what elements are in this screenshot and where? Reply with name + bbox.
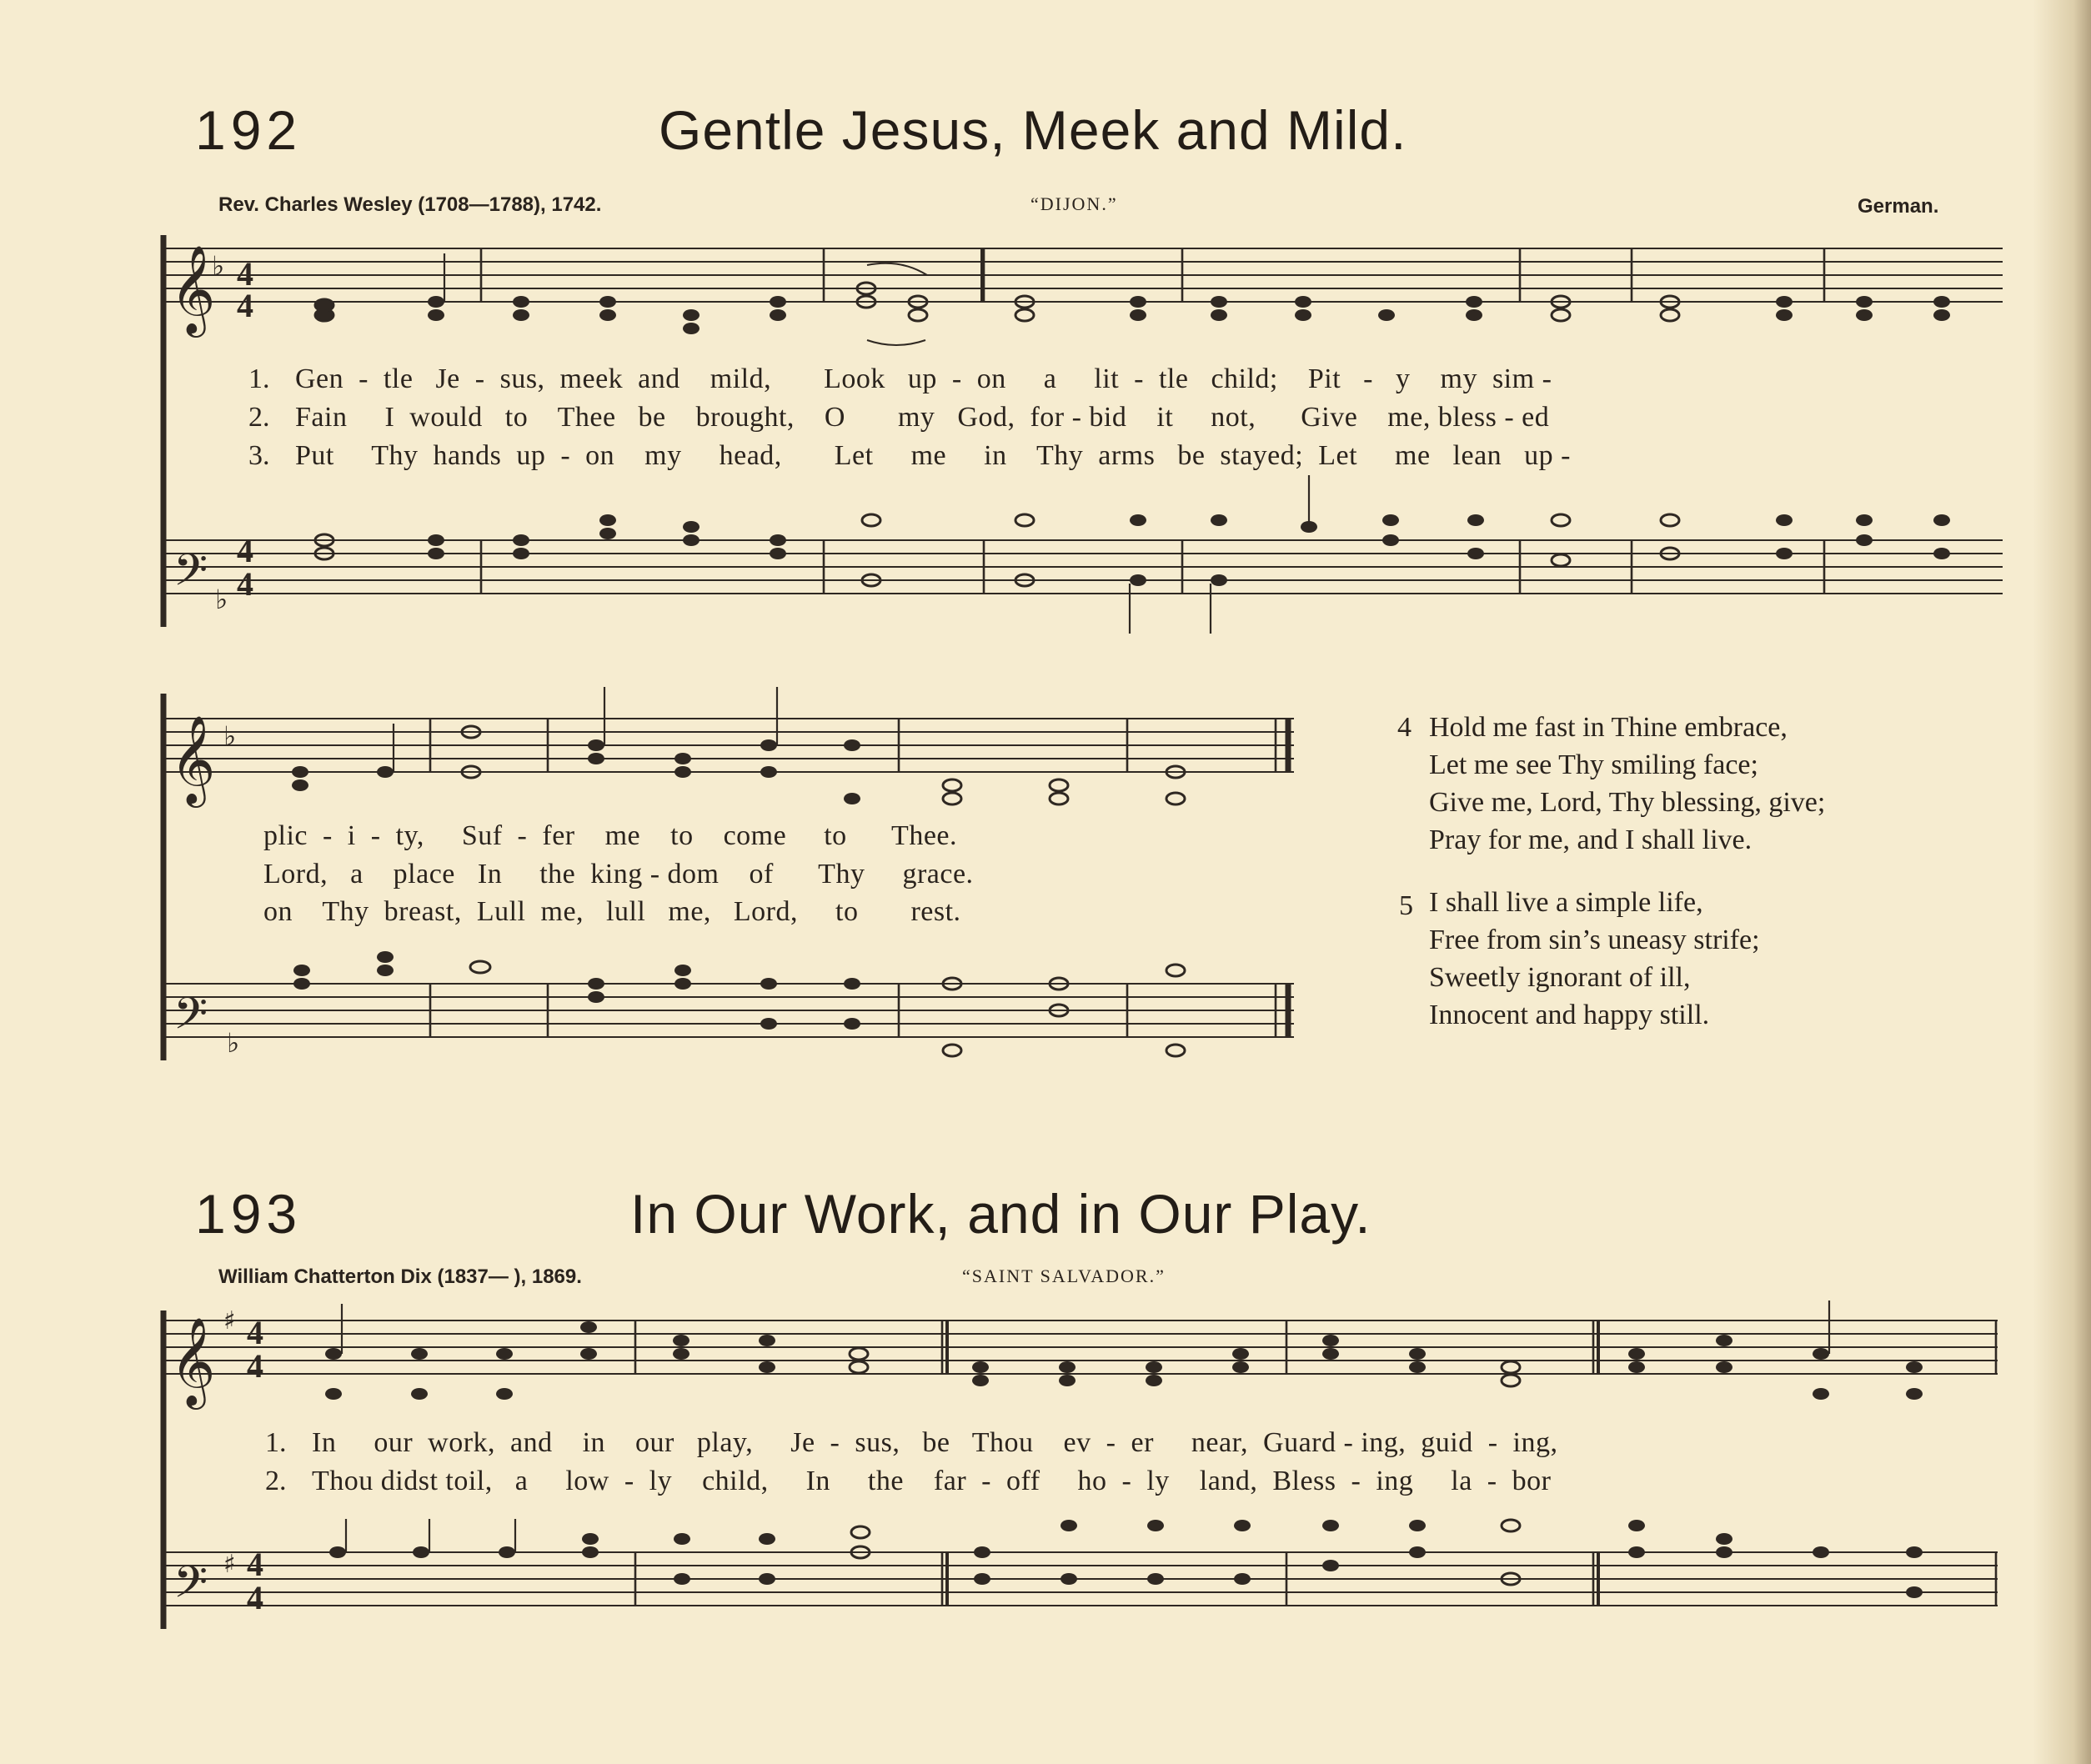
hymn-193-treble-notes-1 [325, 1300, 1923, 1400]
note [1059, 1375, 1076, 1386]
verse-number: 1. [248, 363, 270, 394]
note [1813, 1546, 1829, 1558]
hymn-193-lyric-line: Thou didst toil, a low - ly child, In the far - off ho - ly land, Bless - ing la - bor [312, 1466, 1552, 1496]
note [499, 1546, 515, 1558]
note [1322, 1520, 1339, 1531]
flat-icon: ♭ [223, 720, 237, 752]
note [1232, 1348, 1249, 1360]
note [1628, 1520, 1645, 1531]
hymn-193-barlines-1 [635, 1320, 1996, 1606]
flat-icon: ♭ [227, 1027, 240, 1059]
note [580, 1348, 597, 1360]
note [972, 1375, 989, 1386]
time-signature-top: 4 [237, 255, 253, 293]
note [325, 1388, 342, 1400]
verse-number: 2. [248, 402, 270, 433]
sharp-icon: ♯ [223, 1550, 236, 1579]
note [1628, 1361, 1645, 1373]
hymn-192-title: Gentle Jesus, Meek and Mild. [659, 99, 1407, 161]
note [1906, 1546, 1923, 1558]
note [1906, 1361, 1923, 1373]
note [329, 1546, 346, 1558]
note [1234, 1520, 1251, 1531]
time-signature-bottom: 4 [237, 565, 253, 603]
note [411, 1348, 428, 1360]
treble-clef-icon: 𝄞 [170, 1316, 216, 1406]
note [496, 1388, 513, 1400]
note [582, 1533, 599, 1545]
hymn-192-lyric-line: on Thy breast, Lull me, lull me, Lord, to rest. [263, 896, 961, 927]
note [1716, 1546, 1732, 1558]
bass-clef-icon: 𝄢 [173, 545, 208, 607]
note [1146, 1375, 1162, 1386]
note [1234, 1573, 1251, 1585]
note [413, 1546, 429, 1558]
time-signature-bottom: 4 [247, 1579, 263, 1616]
note [759, 1533, 775, 1545]
note [325, 1348, 342, 1360]
note [972, 1361, 989, 1373]
hymn-193-bass-staff-1 [163, 1552, 1998, 1606]
note [1502, 1375, 1520, 1386]
note [411, 1388, 428, 1400]
note [759, 1573, 775, 1585]
verse-number: 3. [248, 440, 270, 471]
note [1409, 1546, 1426, 1558]
note [673, 1348, 689, 1360]
hymn-193-author: William Chatterton Dix (1837— ), 1869. [218, 1265, 582, 1288]
time-signature-bottom: 4 [237, 287, 253, 324]
hymn-192-author: Rev. Charles Wesley (1708—1788), 1742. [218, 193, 602, 216]
verse-number: 1. [265, 1427, 287, 1458]
note [1061, 1520, 1077, 1531]
hymn-192-lyric-line: Gen - tle Je - sus, meek and mild, Look up - on a lit - tle child; Pit - y my sim - [295, 363, 1552, 394]
note [1906, 1586, 1923, 1598]
note [1147, 1573, 1164, 1585]
note [1059, 1361, 1076, 1373]
stanza-5-line: Innocent and happy still. [1429, 1000, 1710, 1030]
sharp-icon: ♯ [223, 1306, 236, 1336]
note [1716, 1533, 1732, 1545]
hymn-192-origin: German. [1858, 195, 1939, 218]
hymn-193-lyric-line: In our work, and in our play, Je - sus, be Thou ev - er near, Guard - ing, guid - ing, [312, 1427, 1558, 1458]
note [1906, 1388, 1923, 1400]
hymn-193-bass-notes-1 [329, 1519, 1923, 1598]
hymn-193-title: In Our Work, and in Our Play. [630, 1183, 1371, 1245]
stanza-4-line: Pray for me, and I shall live. [1429, 824, 1753, 855]
treble-clef-icon: 𝄞 [170, 244, 216, 333]
note [1502, 1361, 1520, 1373]
note [1409, 1361, 1426, 1373]
time-signature-top: 4 [237, 532, 253, 569]
flat-icon: ♭ [212, 250, 225, 282]
stanza-4-line: Hold me fast in Thine embrace, [1429, 712, 1788, 743]
time-signature-top: 4 [247, 1314, 263, 1351]
note [1322, 1348, 1339, 1360]
note [1409, 1348, 1426, 1360]
note [674, 1573, 690, 1585]
note [1322, 1335, 1339, 1346]
note [974, 1546, 990, 1558]
note [1628, 1546, 1645, 1558]
hymn-192-tune: “DIJON.” [1030, 193, 1118, 214]
note [1813, 1348, 1829, 1360]
note [1146, 1361, 1162, 1373]
note [1061, 1573, 1077, 1585]
flat-icon: ♭ [215, 584, 228, 615]
note [1716, 1361, 1732, 1373]
note [582, 1546, 599, 1558]
bass-clef-icon: 𝄢 [173, 1557, 208, 1619]
note [851, 1526, 870, 1538]
note [759, 1335, 775, 1346]
note [1232, 1361, 1249, 1373]
note [496, 1348, 513, 1360]
hymn-192-lyric-line: Lord, a place In the king - dom of Thy grace. [263, 859, 974, 890]
verse-number: 2. [265, 1466, 287, 1496]
stanza-5-line: I shall live a simple life, [1429, 887, 1703, 918]
note [1147, 1520, 1164, 1531]
stanza-number: 4 [1397, 712, 1412, 743]
treble-clef-icon: 𝄞 [170, 714, 216, 804]
note [1322, 1560, 1339, 1571]
stanza-4-line: Let me see Thy smiling face; [1429, 749, 1758, 780]
note [850, 1361, 868, 1373]
time-signature-top: 4 [247, 1546, 263, 1583]
note [759, 1361, 775, 1373]
bass-clef-icon: 𝄢 [173, 989, 208, 1050]
hymn-192-number: 192 [195, 99, 303, 161]
note [674, 1533, 690, 1545]
note [1409, 1520, 1426, 1531]
note [974, 1573, 990, 1585]
note [850, 1348, 868, 1360]
hymn-192-lyric-line: plic - i - ty, Suf - fer me to come to Thee. [263, 820, 957, 851]
hymn-193-tune: “SAINT SALVADOR.” [962, 1265, 1166, 1286]
time-signature-bottom: 4 [247, 1347, 263, 1385]
note [673, 1335, 689, 1346]
note [1716, 1335, 1732, 1346]
hymn-192-lyric-line: Put Thy hands up - on my head, Let me in Thy arms be stayed; Let me lean up - [295, 440, 1572, 471]
stanza-4-line: Give me, Lord, Thy blessing, give; [1429, 787, 1826, 818]
stanza-number: 5 [1399, 890, 1413, 921]
note [1813, 1388, 1829, 1400]
note [1502, 1520, 1520, 1531]
note [1628, 1348, 1645, 1360]
hymn-193-number: 193 [195, 1183, 303, 1245]
stanza-5-line: Sweetly ignorant of ill, [1429, 962, 1691, 993]
stanza-5-line: Free from sin’s uneasy strife; [1429, 925, 1760, 955]
note [580, 1321, 597, 1333]
hymn-192-lyric-line: Fain I would to Thee be brought, O my God, for - bid it not, Give me, bless - ed [295, 402, 1550, 433]
